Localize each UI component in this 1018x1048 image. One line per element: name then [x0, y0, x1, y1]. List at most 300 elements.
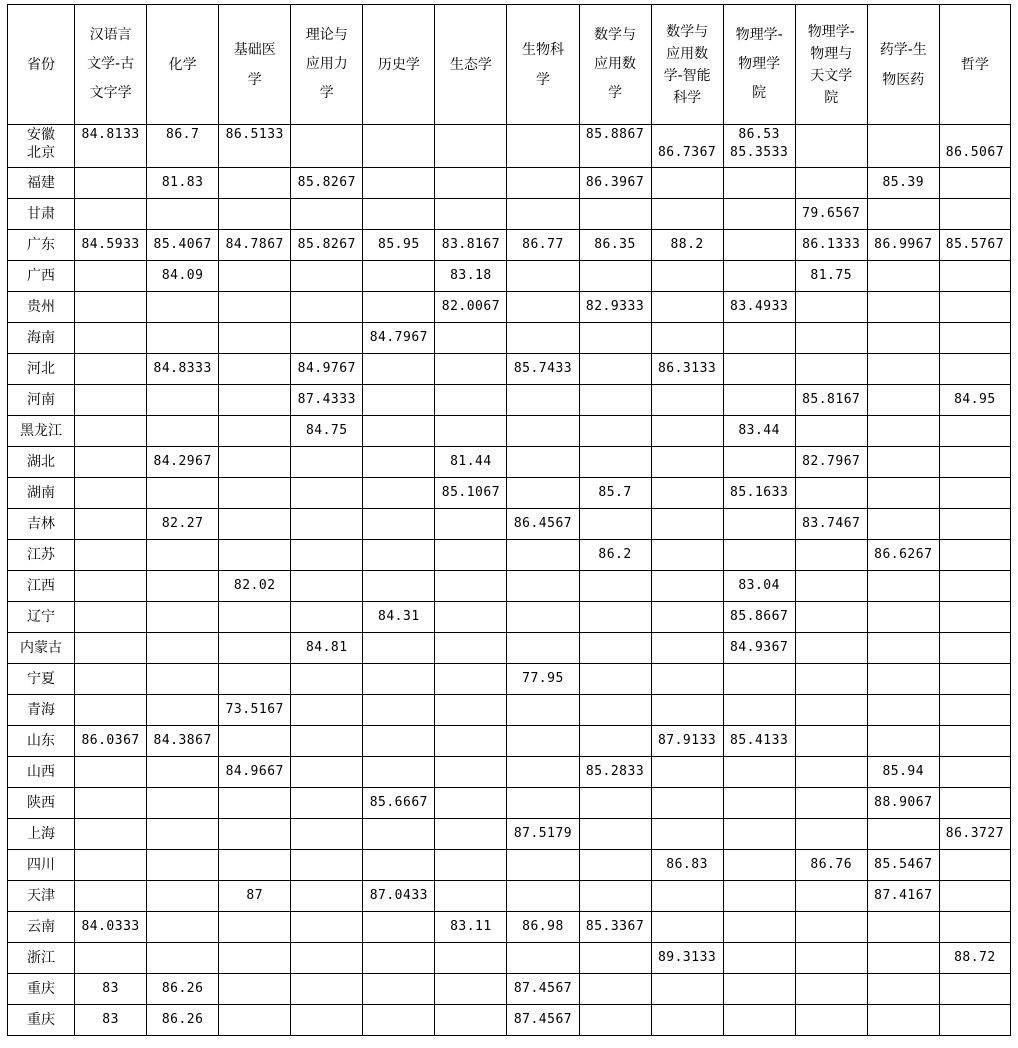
score-cell: [291, 757, 363, 788]
score-cell: [723, 788, 795, 819]
score-cell: [507, 757, 579, 788]
score-cell: [579, 571, 651, 602]
score-cell: [435, 571, 507, 602]
score-cell: [147, 199, 219, 230]
header-line: 文学-古: [87, 56, 135, 72]
score-cell: [651, 261, 723, 292]
score-cell: [75, 757, 147, 788]
score-cell: [75, 199, 147, 230]
score-cell: [867, 695, 939, 726]
score-cell: [795, 664, 867, 695]
score-cell: [291, 478, 363, 509]
score-cell: [435, 881, 507, 912]
score-cell: 85.7433: [507, 354, 579, 385]
province-cell: 重庆: [8, 1005, 75, 1036]
header-line: 理论与: [305, 27, 348, 43]
score-cell: 84.81: [291, 633, 363, 664]
table-row: [8, 881, 1011, 912]
province-cell: 浙江: [8, 943, 75, 974]
score-cell: [291, 695, 363, 726]
score-cell: 86.3727: [939, 819, 1010, 850]
header-major: [579, 5, 651, 125]
score-cell: [651, 292, 723, 323]
score-cell: [651, 125, 723, 168]
score-cell: [219, 478, 291, 509]
score-cell: [795, 540, 867, 571]
score-cell: [291, 292, 363, 323]
score-cell: [579, 664, 651, 695]
header-line: 学: [535, 71, 550, 88]
score-cell: [219, 664, 291, 695]
score-cell: [507, 695, 579, 726]
header-line: 基础医: [233, 41, 276, 58]
table-row: [8, 385, 1011, 416]
score-cell: [291, 571, 363, 602]
score-cell: [723, 943, 795, 974]
table-row: [8, 943, 1011, 974]
score-cell: [723, 695, 795, 726]
province-cell: 山东: [8, 726, 75, 757]
score-cell: [291, 602, 363, 633]
score-cell: [795, 292, 867, 323]
score-cell: [579, 447, 651, 478]
header-line: 化学: [168, 56, 197, 73]
score-cell: [795, 788, 867, 819]
score-cell: [363, 819, 435, 850]
score-cell: [939, 571, 1010, 602]
score-cell: [795, 943, 867, 974]
score-cell: [651, 447, 723, 478]
table-row: [8, 571, 1011, 602]
score-cell: 87.9133: [651, 726, 723, 757]
header-province: [8, 5, 75, 125]
score-cell: [507, 447, 579, 478]
score-cell: [75, 571, 147, 602]
province-cell: 四川: [8, 850, 75, 881]
score-cell: [939, 168, 1010, 199]
score-cell: [435, 168, 507, 199]
header-line: 天文学: [810, 67, 853, 84]
score-cell: [75, 385, 147, 416]
score-cell: [219, 261, 291, 292]
score-value: 86.5133: [225, 127, 284, 142]
score-cell: [435, 385, 507, 416]
score-cell: [291, 323, 363, 354]
header-line: 科学: [673, 89, 702, 106]
province-cell: 辽宁: [8, 602, 75, 633]
score-cell: [939, 850, 1010, 881]
score-cell: [75, 323, 147, 354]
score-cell: [363, 850, 435, 881]
score-cell: 86.3133: [651, 354, 723, 385]
score-value: 85.8867: [585, 127, 645, 142]
score-cell: [795, 602, 867, 633]
score-cell: [723, 447, 795, 478]
score-cell: [579, 881, 651, 912]
score-cell: [939, 478, 1010, 509]
score-cell: [363, 664, 435, 695]
score-cell: 87.0433: [363, 881, 435, 912]
header-major: [651, 5, 723, 125]
score-cell: 82.7967: [795, 447, 867, 478]
score-cell: 83.18: [435, 261, 507, 292]
score-cell: [147, 664, 219, 695]
score-cell: [795, 881, 867, 912]
score-cell: 86.1333: [795, 230, 867, 261]
score-cell: [219, 416, 291, 447]
score-cell: [147, 881, 219, 912]
score-cell: [147, 912, 219, 943]
score-cell: 86.4567: [507, 509, 579, 540]
score-cell: [75, 633, 147, 664]
score-cell: [651, 819, 723, 850]
table-row: [8, 199, 1011, 230]
header-line: 数学与: [594, 27, 637, 43]
score-cell: 86.2: [579, 540, 651, 571]
score-cell: [723, 509, 795, 540]
score-cell: 82.02: [219, 571, 291, 602]
score-cell: 88.72: [939, 943, 1010, 974]
score-cell: 86.98: [507, 912, 579, 943]
score-cell: 87.4567: [507, 974, 579, 1005]
table-row: [8, 354, 1011, 385]
score-cell: [75, 125, 147, 168]
header-line: 物理与: [810, 45, 853, 62]
score-cell: [219, 385, 291, 416]
score-cell: [507, 416, 579, 447]
score-cell: [939, 633, 1010, 664]
score-cell: 82.9333: [579, 292, 651, 323]
score-cell: [507, 540, 579, 571]
score-cell: [867, 509, 939, 540]
score-cell: [75, 695, 147, 726]
header-line: 学-智能: [663, 67, 711, 84]
score-cell: 84.9367: [723, 633, 795, 664]
score-cell: [363, 292, 435, 323]
score-cell: 85.6667: [363, 788, 435, 819]
score-cell: [579, 943, 651, 974]
score-cell: [867, 633, 939, 664]
score-cell: [219, 974, 291, 1005]
score-cell: 84.0333: [75, 912, 147, 943]
province-cell: 山西: [8, 757, 75, 788]
score-cell: [939, 125, 1010, 168]
score-cell: [651, 416, 723, 447]
header-line: 生物科: [521, 41, 564, 58]
score-cell: [507, 478, 579, 509]
score-cell: 84.2967: [147, 447, 219, 478]
score-cell: [651, 478, 723, 509]
score-cell: [507, 571, 579, 602]
header-major: [291, 5, 363, 125]
score-cell: [435, 633, 507, 664]
score-cell: [435, 509, 507, 540]
header-line: 药学-生: [879, 41, 927, 58]
table-row: [8, 633, 1011, 664]
score-cell: [363, 757, 435, 788]
score-cell: 87.5179: [507, 819, 579, 850]
score-cell: [507, 881, 579, 912]
score-cell: [867, 292, 939, 323]
score-cell: [651, 788, 723, 819]
score-cell: [651, 1005, 723, 1036]
province-cell: 吉林: [8, 509, 75, 540]
score-cell: [579, 819, 651, 850]
table-row: [8, 478, 1011, 509]
score-cell: [867, 478, 939, 509]
score-cell: [219, 912, 291, 943]
score-cell: [795, 912, 867, 943]
score-cell: [939, 354, 1010, 385]
score-cell: [435, 726, 507, 757]
score-cell: [219, 788, 291, 819]
score-table-container: [7, 4, 1011, 1036]
province-cell: 青海: [8, 695, 75, 726]
score-cell: [651, 509, 723, 540]
province-cell: 天津: [8, 881, 75, 912]
score-cell: [507, 168, 579, 199]
score-cell: [867, 416, 939, 447]
score-cell: [579, 850, 651, 881]
score-cell: 84.9667: [219, 757, 291, 788]
score-cell: [363, 447, 435, 478]
score-cell: 73.5167: [219, 695, 291, 726]
header-major: [867, 5, 939, 125]
score-cell: [651, 974, 723, 1005]
score-cell: [75, 819, 147, 850]
score-cell: [795, 726, 867, 757]
table-row: [8, 664, 1011, 695]
score-cell: 81.75: [795, 261, 867, 292]
score-cell: [435, 788, 507, 819]
score-cell: [867, 261, 939, 292]
score-cell: [723, 974, 795, 1005]
score-cell: 79.6567: [795, 199, 867, 230]
score-cell: [651, 695, 723, 726]
score-cell: [579, 199, 651, 230]
province-cell: 宁夏: [8, 664, 75, 695]
score-cell: [147, 850, 219, 881]
score-cell: [939, 974, 1010, 1005]
score-cell: [651, 633, 723, 664]
score-cell: [507, 633, 579, 664]
score-cell: [219, 943, 291, 974]
score-cell: [147, 943, 219, 974]
province-cell: 上海: [8, 819, 75, 850]
header-major: [939, 5, 1010, 125]
score-cell: [219, 199, 291, 230]
score-cell: 86.77: [507, 230, 579, 261]
score-cell: [435, 416, 507, 447]
score-cell: [75, 292, 147, 323]
score-cell: [651, 323, 723, 354]
header-major: [507, 5, 579, 125]
score-cell: [507, 788, 579, 819]
score-cell: [219, 1005, 291, 1036]
score-cell: 85.39: [867, 168, 939, 199]
score-cell: 84.75: [291, 416, 363, 447]
province-cell: 河南: [8, 385, 75, 416]
score-cell: [939, 292, 1010, 323]
score-cell: [363, 974, 435, 1005]
score-cell: [939, 695, 1010, 726]
score-cell: [939, 1005, 1010, 1036]
province-cell: 重庆: [8, 974, 75, 1005]
score-cell: [219, 540, 291, 571]
province-cell: 陕西: [8, 788, 75, 819]
score-cell: 86.35: [579, 230, 651, 261]
score-cell: 83.7467: [795, 509, 867, 540]
score-cell: [795, 974, 867, 1005]
score-cell: 85.7: [579, 478, 651, 509]
header-line: 学: [608, 85, 623, 101]
score-cell: 87: [219, 881, 291, 912]
score-cell: 85.5467: [867, 850, 939, 881]
header-major: [723, 5, 795, 125]
score-cell: 84.3867: [147, 726, 219, 757]
score-cell: [219, 354, 291, 385]
score-cell: [291, 664, 363, 695]
score-cell: [435, 850, 507, 881]
province-cell: 湖北: [8, 447, 75, 478]
score-cell: [867, 447, 939, 478]
table-row: [8, 850, 1011, 881]
score-cell: [579, 323, 651, 354]
score-cell: 89.3133: [651, 943, 723, 974]
score-cell: 82.0067: [435, 292, 507, 323]
score-cell: 83.8167: [435, 230, 507, 261]
score-cell: 84.09: [147, 261, 219, 292]
header-line: 院: [824, 89, 839, 106]
score-cell: [579, 974, 651, 1005]
score-cell: [867, 819, 939, 850]
score-cell: [75, 664, 147, 695]
header-major: [147, 5, 219, 125]
score-cell: [435, 602, 507, 633]
header-line: 历史学: [377, 56, 420, 73]
score-cell: [723, 168, 795, 199]
province-cell: 海南: [8, 323, 75, 354]
score-cell: [507, 602, 579, 633]
header-line: 院: [752, 85, 767, 101]
score-cell: [363, 633, 435, 664]
score-cell: [75, 354, 147, 385]
score-cell: 86.83: [651, 850, 723, 881]
province-cell: 江苏: [8, 540, 75, 571]
score-cell: [867, 912, 939, 943]
score-cell: [75, 540, 147, 571]
score-cell: [867, 385, 939, 416]
score-cell: [291, 912, 363, 943]
score-cell: [291, 1005, 363, 1036]
score-cell: [435, 664, 507, 695]
score-cell: [579, 261, 651, 292]
score-cell: [939, 199, 1010, 230]
score-cell: [363, 540, 435, 571]
score-cell: 88.2: [651, 230, 723, 261]
score-cell: [147, 695, 219, 726]
score-cell: [363, 943, 435, 974]
score-cell: [939, 261, 1010, 292]
table-row: [8, 912, 1011, 943]
score-cell: [939, 416, 1010, 447]
score-cell: [435, 323, 507, 354]
score-cell: [219, 509, 291, 540]
score-cell: [219, 447, 291, 478]
score-cell: 85.8267: [291, 230, 363, 261]
score-cell: [291, 819, 363, 850]
score-cell: [291, 509, 363, 540]
score-cell: [651, 602, 723, 633]
score-cell: 84.8333: [147, 354, 219, 385]
score-cell: [723, 664, 795, 695]
score-cell: 77.95: [507, 664, 579, 695]
score-cell: 87.4167: [867, 881, 939, 912]
score-value: 84.8133: [81, 127, 140, 142]
score-cell: [507, 385, 579, 416]
score-cell: [147, 385, 219, 416]
score-cell: [363, 261, 435, 292]
score-cell: 85.8167: [795, 385, 867, 416]
score-cell: [651, 540, 723, 571]
score-cell: [939, 757, 1010, 788]
score-cell: [75, 943, 147, 974]
score-cell: [147, 125, 219, 168]
score-cell: [363, 726, 435, 757]
score-table: [7, 4, 1011, 1036]
score-cell: 83.4933: [723, 292, 795, 323]
table-row: [8, 695, 1011, 726]
score-cell: [867, 1005, 939, 1036]
score-cell: [507, 726, 579, 757]
score-cell: [147, 633, 219, 664]
table-row: [8, 261, 1011, 292]
header-line: 文字学: [89, 85, 132, 101]
score-cell: [795, 168, 867, 199]
score-cell: [579, 354, 651, 385]
score-cell: [147, 602, 219, 633]
score-cell: [291, 788, 363, 819]
score-cell: 86.26: [147, 1005, 219, 1036]
score-cell: [723, 261, 795, 292]
score-cell: 84.5933: [75, 230, 147, 261]
score-cell: 85.94: [867, 757, 939, 788]
table-row: [8, 168, 1011, 199]
score-cell: [939, 540, 1010, 571]
table-row: [8, 788, 1011, 819]
table-row: [8, 757, 1011, 788]
score-cell: [507, 850, 579, 881]
province-cell: 黑龙江: [8, 416, 75, 447]
score-cell: [795, 354, 867, 385]
score-cell: 87.4567: [507, 1005, 579, 1036]
header-line: 应用力: [305, 56, 348, 72]
score-cell: [507, 292, 579, 323]
header-line: 生态学: [449, 56, 492, 73]
score-cell: [795, 323, 867, 354]
score-cell: [651, 385, 723, 416]
score-cell: [363, 478, 435, 509]
score-cell: [219, 168, 291, 199]
score-cell: [939, 323, 1010, 354]
score-cell: 86.0367: [75, 726, 147, 757]
header-line: 应用数: [594, 56, 637, 72]
score-cell: [435, 757, 507, 788]
score-cell: 85.8667: [723, 602, 795, 633]
score-cell: [939, 726, 1010, 757]
score-cell: 83.11: [435, 912, 507, 943]
score-cell: [147, 571, 219, 602]
